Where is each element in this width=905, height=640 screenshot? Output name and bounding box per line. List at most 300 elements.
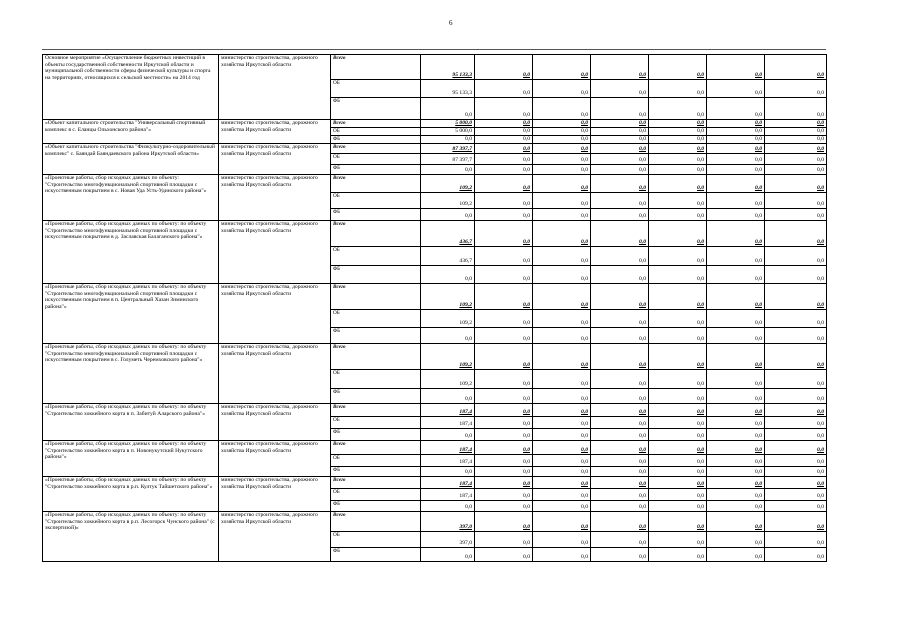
amount-cell: 0,0	[707, 128, 765, 136]
amount-cell: 0,0	[765, 154, 827, 165]
event-description: «Проектные работы, сбор исходных данных по объекту: по объекту "Строительство многофункциональной спортивной площадки с искусственным покрытием в д. Заславская Балаганского района"»	[43, 221, 219, 284]
amount-cell: 0,0	[765, 175, 827, 193]
amount-cell: 0,0	[591, 328, 649, 344]
amount-cell: 0,0	[533, 310, 591, 328]
responsible-ministry: министерство строительства, дорожного хозяйства Иркутской области	[219, 144, 331, 175]
amount-cell: 0,0	[649, 441, 707, 455]
amount-cell: 0,0	[533, 328, 591, 344]
amount-cell: 0,0	[707, 417, 765, 429]
amount-cell: 0,0	[765, 441, 827, 455]
amount-cell: 0,0	[533, 370, 591, 389]
amount-cell: 0,0	[591, 548, 649, 562]
amount-cell: 0,0	[707, 154, 765, 165]
amount-cell: 95 133,3	[421, 55, 475, 80]
amount-cell: 0,0	[765, 55, 827, 80]
amount-cell: 0,0	[649, 417, 707, 429]
amount-cell: 187,4	[421, 489, 475, 501]
amount-cell: 0,0	[707, 284, 765, 310]
amount-cell: 0,0	[475, 477, 533, 489]
amount-cell: 0,0	[649, 512, 707, 532]
funding-source-label: ФБ	[331, 429, 421, 441]
amount-cell: 0,0	[765, 344, 827, 370]
amount-cell: 0,0	[591, 209, 649, 221]
amount-cell: 0,0	[707, 55, 765, 80]
funding-source-label: ОБ	[331, 370, 421, 389]
funding-source-label: Всего	[331, 175, 421, 193]
funding-source-label: ФБ	[331, 266, 421, 284]
amount-cell: 0,0	[475, 310, 533, 328]
amount-cell: 0,0	[649, 310, 707, 328]
amount-cell: 0,0	[421, 165, 475, 175]
funding-source-label: ФБ	[331, 389, 421, 404]
amount-cell: 0,0	[475, 209, 533, 221]
amount-cell: 0,0	[475, 455, 533, 467]
amount-cell: 5 000,0	[421, 128, 475, 136]
amount-cell: 0,0	[475, 389, 533, 404]
amount-cell: 0,0	[765, 467, 827, 477]
amount-cell: 109,2	[421, 175, 475, 193]
amount-cell: 0,0	[421, 548, 475, 562]
amount-cell: 0,0	[475, 489, 533, 501]
amount-cell: 0,0	[765, 489, 827, 501]
amount-cell: 0,0	[765, 370, 827, 389]
table-row	[43, 284, 827, 310]
amount-cell: 0,0	[533, 532, 591, 548]
amount-cell: 0,0	[765, 193, 827, 209]
funding-source-label: ОБ	[331, 455, 421, 467]
amount-cell: 0,0	[533, 55, 591, 80]
amount-cell: 0,0	[533, 389, 591, 404]
amount-cell: 0,0	[707, 221, 765, 247]
event-description: «Проектные работы, сбор исходных данных по объекту: по объекту "Строительство хоккейного корта в р.п. Култук Тайшетского района"»	[43, 477, 219, 512]
amount-cell: 87 397,7	[421, 144, 475, 154]
funding-source-label: Всего	[331, 221, 421, 247]
amount-cell: 0,0	[765, 266, 827, 284]
amount-cell: 0,0	[707, 548, 765, 562]
amount-cell: 0,0	[707, 404, 765, 417]
amount-cell: 0,0	[707, 489, 765, 501]
amount-cell: 0,0	[533, 455, 591, 467]
amount-cell: 95 133,3	[421, 80, 475, 98]
amount-cell: 0,0	[707, 344, 765, 370]
funding-source-label: Всего	[331, 404, 421, 417]
amount-cell: 0,0	[765, 80, 827, 98]
amount-cell: 0,0	[707, 455, 765, 467]
amount-cell: 0,0	[475, 548, 533, 562]
amount-cell: 0,0	[475, 175, 533, 193]
responsible-ministry: министерство строительства, дорожного хозяйства Иркутской области	[219, 55, 331, 120]
amount-cell: 0,0	[707, 477, 765, 489]
amount-cell: 0,0	[649, 55, 707, 80]
funding-source-label: ОБ	[331, 310, 421, 328]
amount-cell: 0,0	[591, 154, 649, 165]
amount-cell: 0,0	[591, 501, 649, 512]
table-row	[43, 512, 827, 532]
event-description: «Проектные работы, сбор исходных данных по объекту: по объекту "Строительство хоккейного корта в п. Новонукутский Нукутского района"»	[43, 441, 219, 477]
amount-cell: 0,0	[533, 144, 591, 154]
amount-cell: 0,0	[649, 501, 707, 512]
amount-cell: 0,0	[765, 144, 827, 154]
amount-cell: 0,0	[475, 165, 533, 175]
amount-cell: 0,0	[533, 193, 591, 209]
amount-cell: 109,2	[421, 370, 475, 389]
amount-cell: 0,0	[421, 429, 475, 441]
amount-cell: 0,0	[591, 128, 649, 136]
amount-cell: 0,0	[475, 266, 533, 284]
amount-cell: 0,0	[707, 209, 765, 221]
amount-cell: 0,0	[421, 501, 475, 512]
amount-cell: 0,0	[765, 120, 827, 128]
amount-cell: 0,0	[765, 221, 827, 247]
amount-cell: 0,0	[475, 512, 533, 532]
amount-cell: 187,4	[421, 441, 475, 455]
amount-cell: 0,0	[533, 209, 591, 221]
amount-cell: 0,0	[533, 467, 591, 477]
amount-cell: 0,0	[649, 175, 707, 193]
amount-cell: 187,4	[421, 417, 475, 429]
amount-cell: 0,0	[707, 193, 765, 209]
amount-cell: 0,0	[591, 441, 649, 455]
amount-cell: 0,0	[765, 417, 827, 429]
amount-cell: 0,0	[591, 455, 649, 467]
amount-cell: 0,0	[649, 489, 707, 501]
amount-cell: 0,0	[533, 221, 591, 247]
amount-cell: 0,0	[707, 370, 765, 389]
amount-cell: 0,0	[475, 441, 533, 455]
amount-cell: 0,0	[591, 55, 649, 80]
amount-cell: 0,0	[591, 389, 649, 404]
amount-cell: 0,0	[649, 193, 707, 209]
amount-cell: 0,0	[475, 144, 533, 154]
amount-cell: 0,0	[649, 389, 707, 404]
amount-cell: 0,0	[765, 512, 827, 532]
amount-cell: 0,0	[533, 175, 591, 193]
amount-cell: 0,0	[707, 266, 765, 284]
amount-cell: 0,0	[591, 512, 649, 532]
amount-cell: 0,0	[765, 128, 827, 136]
responsible-ministry: министерство строительства, дорожного хозяйства Иркутской области	[219, 477, 331, 512]
amount-cell: 0,0	[649, 165, 707, 175]
amount-cell: 0,0	[475, 501, 533, 512]
event-description: «Проектные работы, сбор исходных данных по объекту: по объекту "Строительство хоккейного корта в р.п. Лесогорск Чунского района" (с экспертизой)»	[43, 512, 219, 562]
event-description: «Проектные работы, сбор исходных данных по объекту: "Строительство многофункциональной спортивной площадки с искусственным покрытием в с. Новая Уда Усть-Удинского района"»	[43, 175, 219, 221]
event-description: Основное мероприятие «Осуществление бюджетных инвестиций в объекты государственной собственности Иркутской области и муниципальной собственности сферы физической культуры и спорта на территориях, относящихся к сельской местности» на 2014 год	[43, 55, 219, 120]
amount-cell: 0,0	[475, 328, 533, 344]
amount-cell: 0,0	[649, 98, 707, 120]
amount-cell: 0,0	[533, 154, 591, 165]
amount-cell: 0,0	[533, 489, 591, 501]
event-description: «Проектные работы, сбор исходных данных по объекту: по объекту "Строительство многофункциональной спортивной площадки с искусственным покрытием в с. Голуметь Черемховского района"»	[43, 344, 219, 404]
amount-cell: 0,0	[475, 80, 533, 98]
amount-cell: 0,0	[533, 417, 591, 429]
amount-cell: 0,0	[765, 532, 827, 548]
table-body	[43, 55, 827, 562]
funding-source-label: Всего	[331, 120, 421, 128]
amount-cell: 0,0	[765, 477, 827, 489]
amount-cell: 0,0	[475, 344, 533, 370]
amount-cell: 0,0	[649, 477, 707, 489]
amount-cell: 0,0	[421, 389, 475, 404]
amount-cell: 5 000,0	[421, 120, 475, 128]
amount-cell: 0,0	[649, 209, 707, 221]
amount-cell: 0,0	[475, 284, 533, 310]
amount-cell: 0,0	[707, 310, 765, 328]
funding-source-label: ФБ	[331, 136, 421, 144]
funding-source-label: ФБ	[331, 328, 421, 344]
responsible-ministry: министерство строительства, дорожного хозяйства Иркутской области	[219, 221, 331, 284]
table-row	[43, 221, 827, 247]
amount-cell: 0,0	[707, 328, 765, 344]
amount-cell: 397,0	[421, 532, 475, 548]
amount-cell: 0,0	[533, 501, 591, 512]
table-row	[43, 404, 827, 417]
amount-cell: 436,7	[421, 247, 475, 266]
amount-cell: 0,0	[591, 136, 649, 144]
page-number: 6	[449, 19, 453, 27]
amount-cell: 187,4	[421, 404, 475, 417]
amount-cell: 397,0	[421, 512, 475, 532]
table-row	[43, 477, 827, 489]
amount-cell: 187,4	[421, 477, 475, 489]
amount-cell: 0,0	[475, 417, 533, 429]
amount-cell: 0,0	[591, 144, 649, 154]
amount-cell: 0,0	[533, 165, 591, 175]
funding-source-label: ФБ	[331, 209, 421, 221]
funding-source-label: Всего	[331, 55, 421, 80]
amount-cell: 0,0	[591, 120, 649, 128]
amount-cell: 0,0	[421, 98, 475, 120]
amount-cell: 0,0	[475, 247, 533, 266]
event-description: «Проектные работы, сбор исходных данных по объекту: по объекту "Строительство многофункциональной спортивной площадки с искусственным покрытием в п. Центральный Хазан Зиминского района"»	[43, 284, 219, 344]
amount-cell: 0,0	[649, 370, 707, 389]
amount-cell: 109,2	[421, 284, 475, 310]
amount-cell: 109,2	[421, 310, 475, 328]
amount-cell: 0,0	[475, 154, 533, 165]
table-row	[43, 344, 827, 370]
amount-cell: 0,0	[591, 477, 649, 489]
amount-cell: 0,0	[649, 144, 707, 154]
amount-cell: 0,0	[475, 467, 533, 477]
amount-cell: 0,0	[707, 389, 765, 404]
amount-cell: 0,0	[707, 501, 765, 512]
amount-cell: 0,0	[707, 467, 765, 477]
funding-source-label: ОБ	[331, 247, 421, 266]
amount-cell: 0,0	[533, 548, 591, 562]
amount-cell: 0,0	[649, 548, 707, 562]
amount-cell: 0,0	[649, 266, 707, 284]
amount-cell: 0,0	[707, 441, 765, 455]
amount-cell: 0,0	[707, 429, 765, 441]
amount-cell: 0,0	[765, 98, 827, 120]
amount-cell: 0,0	[765, 429, 827, 441]
amount-cell: 0,0	[707, 120, 765, 128]
amount-cell: 0,0	[591, 429, 649, 441]
amount-cell: 0,0	[591, 310, 649, 328]
table-row	[43, 144, 827, 154]
amount-cell: 0,0	[649, 80, 707, 98]
event-description: «Объект капитального строительства "Универсальный спортивный комплекс в с. Еланцы Ольхонского района"»	[43, 120, 219, 144]
amount-cell: 0,0	[533, 128, 591, 136]
amount-cell: 0,0	[533, 512, 591, 532]
funding-source-label: ОБ	[331, 489, 421, 501]
amount-cell: 0,0	[421, 467, 475, 477]
amount-cell: 0,0	[707, 175, 765, 193]
amount-cell: 0,0	[475, 193, 533, 209]
funding-source-label: ФБ	[331, 501, 421, 512]
amount-cell: 0,0	[649, 404, 707, 417]
amount-cell: 0,0	[591, 489, 649, 501]
amount-cell: 0,0	[765, 389, 827, 404]
amount-cell: 0,0	[765, 310, 827, 328]
amount-cell: 0,0	[533, 344, 591, 370]
amount-cell: 187,4	[421, 455, 475, 467]
amount-cell: 0,0	[421, 266, 475, 284]
amount-cell: 0,0	[649, 328, 707, 344]
responsible-ministry: министерство строительства, дорожного хозяйства Иркутской области	[219, 120, 331, 144]
funding-source-label: Всего	[331, 284, 421, 310]
amount-cell: 0,0	[533, 80, 591, 98]
amount-cell: 436,7	[421, 221, 475, 247]
amount-cell: 0,0	[475, 55, 533, 80]
event-description: «Проектные работы, сбор исходных данных по объекту: по объекту "Строительство хоккейного корта в п. Забитуй Аларского района"»	[43, 404, 219, 441]
amount-cell: 0,0	[707, 136, 765, 144]
responsible-ministry: министерство строительства, дорожного хозяйства Иркутской области	[219, 344, 331, 404]
amount-cell: 0,0	[591, 175, 649, 193]
amount-cell: 0,0	[707, 512, 765, 532]
amount-cell: 0,0	[591, 370, 649, 389]
amount-cell: 0,0	[533, 284, 591, 310]
amount-cell: 0,0	[591, 98, 649, 120]
funding-source-label: Всего	[331, 144, 421, 154]
amount-cell: 0,0	[649, 154, 707, 165]
amount-cell: 109,2	[421, 193, 475, 209]
amount-cell: 0,0	[591, 165, 649, 175]
amount-cell: 0,0	[765, 165, 827, 175]
amount-cell: 0,0	[421, 328, 475, 344]
amount-cell: 0,0	[591, 247, 649, 266]
amount-cell: 0,0	[533, 98, 591, 120]
amount-cell: 0,0	[649, 221, 707, 247]
amount-cell: 0,0	[707, 144, 765, 154]
amount-cell: 0,0	[533, 136, 591, 144]
amount-cell: 0,0	[765, 501, 827, 512]
amount-cell: 0,0	[591, 80, 649, 98]
amount-cell: 0,0	[591, 284, 649, 310]
amount-cell: 0,0	[649, 120, 707, 128]
amount-cell: 0,0	[707, 532, 765, 548]
funding-source-label: Всего	[331, 441, 421, 455]
amount-cell: 0,0	[421, 136, 475, 144]
amount-cell: 0,0	[475, 404, 533, 417]
amount-cell: 0,0	[475, 532, 533, 548]
amount-cell: 0,0	[421, 209, 475, 221]
amount-cell: 0,0	[533, 247, 591, 266]
amount-cell: 0,0	[591, 221, 649, 247]
amount-cell: 0,0	[533, 404, 591, 417]
funding-source-label: ОБ	[331, 417, 421, 429]
amount-cell: 0,0	[649, 344, 707, 370]
funding-source-label: ФБ	[331, 548, 421, 562]
amount-cell: 0,0	[649, 532, 707, 548]
table-row	[43, 120, 827, 128]
amount-cell: 0,0	[765, 548, 827, 562]
amount-cell: 87 397,7	[421, 154, 475, 165]
amount-cell: 0,0	[707, 165, 765, 175]
amount-cell: 0,0	[475, 429, 533, 441]
responsible-ministry: министерство строительства, дорожного хозяйства Иркутской области	[219, 404, 331, 441]
amount-cell: 0,0	[591, 467, 649, 477]
table-row	[43, 55, 827, 80]
funding-source-label: ФБ	[331, 165, 421, 175]
amount-cell: 0,0	[649, 247, 707, 266]
amount-cell: 0,0	[533, 441, 591, 455]
amount-cell: 0,0	[649, 429, 707, 441]
funding-source-label: ФБ	[331, 98, 421, 120]
amount-cell: 0,0	[533, 477, 591, 489]
event-description: «Объект капитального строительства "Физкультурно-оздоровительный комплекс" с. Баяндай Баяндаевского района Иркутской области»	[43, 144, 219, 175]
amount-cell: 0,0	[591, 417, 649, 429]
amount-cell: 0,0	[765, 455, 827, 467]
amount-cell: 0,0	[707, 247, 765, 266]
amount-cell: 0,0	[765, 247, 827, 266]
amount-cell: 109,2	[421, 344, 475, 370]
amount-cell: 0,0	[765, 136, 827, 144]
amount-cell: 0,0	[765, 284, 827, 310]
table-row	[43, 175, 827, 193]
table-top-rule	[42, 49, 826, 50]
amount-cell: 0,0	[649, 455, 707, 467]
funding-source-label: Всего	[331, 477, 421, 489]
amount-cell: 0,0	[649, 284, 707, 310]
funding-source-label: ОБ	[331, 154, 421, 165]
table-row	[43, 441, 827, 455]
amount-cell: 0,0	[591, 344, 649, 370]
responsible-ministry: министерство строительства, дорожного хозяйства Иркутской области	[219, 284, 331, 344]
funding-source-label: Всего	[331, 344, 421, 370]
amount-cell: 0,0	[533, 429, 591, 441]
funding-source-label: ОБ	[331, 80, 421, 98]
amount-cell: 0,0	[765, 328, 827, 344]
amount-cell: 0,0	[475, 370, 533, 389]
budget-table	[42, 54, 827, 562]
amount-cell: 0,0	[475, 120, 533, 128]
amount-cell: 0,0	[707, 80, 765, 98]
responsible-ministry: министерство строительства, дорожного хозяйства Иркутской области	[219, 512, 331, 562]
amount-cell: 0,0	[591, 532, 649, 548]
funding-source-label: Всего	[331, 512, 421, 532]
amount-cell: 0,0	[707, 98, 765, 120]
amount-cell: 0,0	[765, 404, 827, 417]
amount-cell: 0,0	[765, 209, 827, 221]
amount-cell: 0,0	[649, 136, 707, 144]
amount-cell: 0,0	[591, 404, 649, 417]
amount-cell: 0,0	[649, 467, 707, 477]
funding-source-label: ФБ	[331, 467, 421, 477]
amount-cell: 0,0	[475, 221, 533, 247]
amount-cell: 0,0	[649, 128, 707, 136]
responsible-ministry: министерство строительства, дорожного хозяйства Иркутской области	[219, 441, 331, 477]
amount-cell: 0,0	[591, 266, 649, 284]
responsible-ministry: министерство строительства, дорожного хозяйства Иркутской области	[219, 175, 331, 221]
amount-cell: 0,0	[533, 266, 591, 284]
amount-cell: 0,0	[533, 120, 591, 128]
amount-cell: 0,0	[475, 128, 533, 136]
amount-cell: 0,0	[475, 136, 533, 144]
amount-cell: 0,0	[591, 193, 649, 209]
funding-source-label: ОБ	[331, 128, 421, 136]
funding-source-label: ОБ	[331, 532, 421, 548]
amount-cell: 0,0	[475, 98, 533, 120]
